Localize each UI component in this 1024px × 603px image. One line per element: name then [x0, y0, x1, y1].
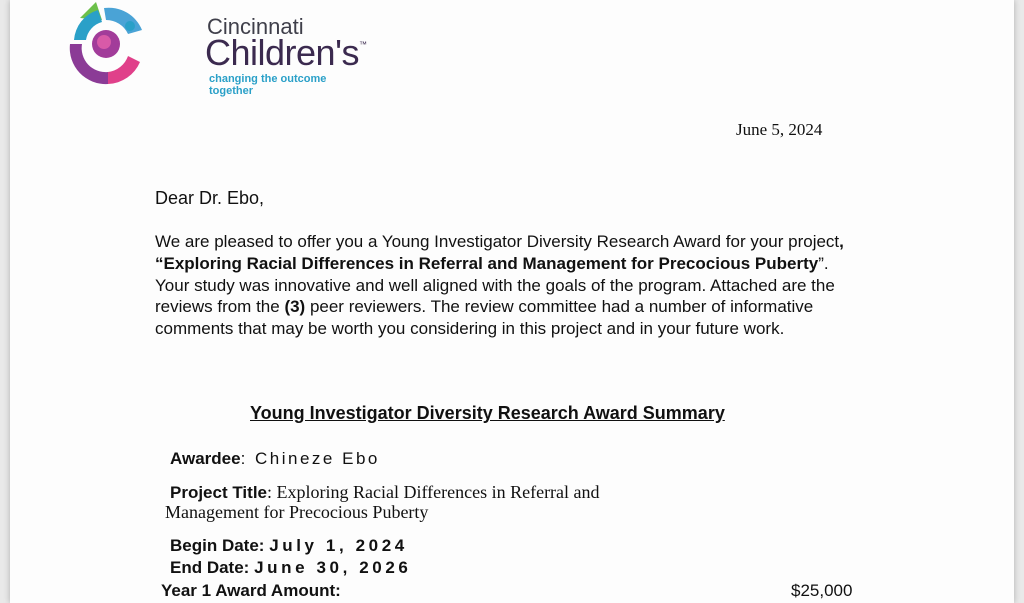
award-amount-label: Year 1 Award Amount:: [161, 581, 341, 600]
logo-line-1: Cincinnati: [207, 14, 304, 39]
letter-date: June 5, 2024: [736, 120, 823, 139]
awardee-value: : Chineze Ebo: [240, 449, 380, 468]
project-title-row: [170, 482, 600, 503]
logo-tagline: changing the outcome together: [209, 73, 327, 97]
para-intro: We are pleased to offer you a Young Investigator Diversity Research Award for your project: [155, 232, 840, 251]
end-date-row: [170, 558, 411, 578]
body-paragraph: [155, 231, 855, 340]
award-amount-value: $25,000: [791, 581, 853, 600]
end-date-value: June 30, 2026: [254, 558, 412, 577]
begin-date-value: July 1, 2024: [269, 536, 408, 555]
cincinnati-childrens-logo: [68, 0, 367, 97]
logo-trademark: ™: [358, 40, 367, 49]
logo-line-2-text: Children's: [205, 32, 359, 73]
project-title-value-line-2: Management for Precocious Puberty: [165, 502, 429, 522]
awardee-row: [170, 449, 380, 469]
begin-date-label: Begin Date:: [170, 536, 270, 555]
para-end: peer reviewers. The review committee had a number of informative comments that may be worth you considering in this project and in your future work.: [155, 297, 814, 339]
logo-line-2: [205, 32, 366, 74]
project-title-inline: “Exploring Racial Differences in Referral and Management for Precocious Puberty: [155, 253, 819, 273]
project-title-value: : Exploring Racial Differences in Referral and: [267, 482, 600, 502]
end-date-label: End Date:: [170, 558, 255, 577]
begin-date-row: [170, 536, 408, 556]
para-mid: ”. Your study was innovative and well aligned with the goals of the program. Attached are the reviews from the: [155, 253, 835, 317]
para-comma: ,: [839, 232, 844, 251]
logo-mark-icon: [68, 0, 148, 90]
awardee-label: Awardee: [170, 449, 241, 468]
project-title-label: Project Title: [170, 483, 267, 502]
letter-page: [10, 0, 1014, 603]
summary-heading: Young Investigator Diversity Research Award Summary: [250, 403, 725, 423]
reviewer-count: (3): [284, 297, 306, 317]
award-amount-row: [161, 581, 341, 601]
salutation: Dear Dr. Ebo,: [155, 188, 265, 208]
